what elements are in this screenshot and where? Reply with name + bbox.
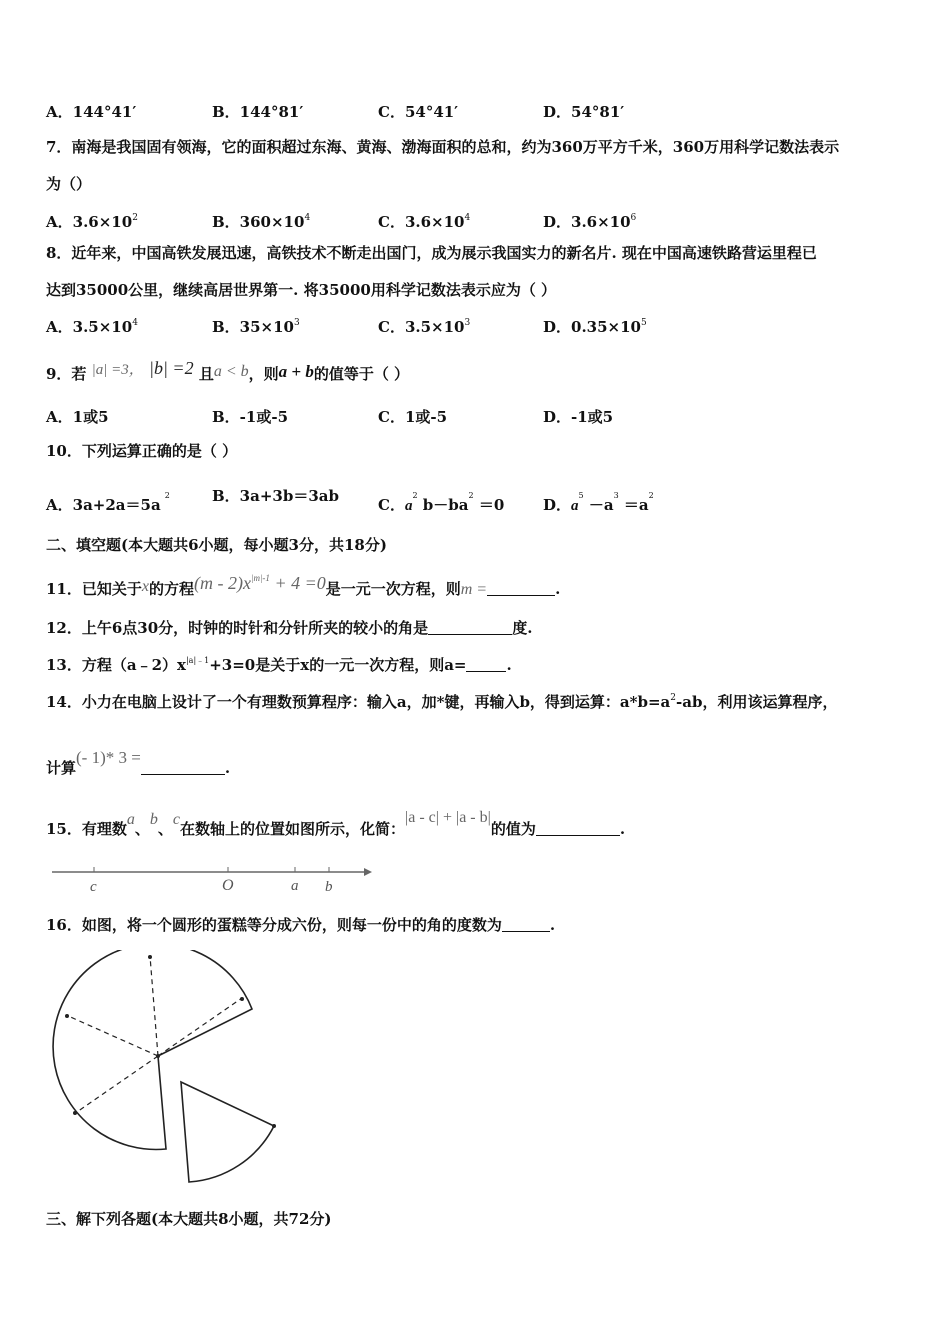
- rim-dot: [73, 1111, 77, 1115]
- q13-answer-blank[interactable]: [466, 657, 506, 672]
- q8-line2: 达到35000公里，继续高居世界第一. 将35000用科学记数法表示应为（ ）: [46, 281, 557, 299]
- q7-option-d: D．$3.6\times 10^6$: [543, 213, 637, 231]
- q6-option-a: A．144°41′: [46, 103, 137, 121]
- rim-dot: [272, 1124, 276, 1128]
- q14-line2: 计算(- 1)* 3 =.: [46, 748, 231, 777]
- q9-expr-sum: a + b: [278, 362, 314, 381]
- q15-stem: 15．有理数a、b、c在数轴上的位置如图所示，化简：|a - c| + |a - b|的值为 .: [46, 809, 626, 838]
- q8-line1: 8．近年来，中国高铁发展迅速，高铁技术不断走出国门，成为展示我国实力的新名片. 现在中国高速铁路营运里程已: [46, 244, 817, 262]
- center-dot: [156, 1054, 160, 1058]
- q8-option-d: D．$0.35\times 10^5$: [543, 318, 647, 336]
- q9-option-a: A．1或5: [46, 408, 109, 426]
- q12-answer-blank[interactable]: [428, 620, 512, 635]
- q11-answer-blank[interactable]: [487, 581, 555, 596]
- q14-answer-blank[interactable]: [141, 760, 225, 775]
- q9-expr-ineq: a < b: [213, 363, 249, 380]
- q10-stem: 10．下列运算正确的是（ ）: [46, 442, 238, 460]
- q7-line2: 为（）: [46, 175, 92, 193]
- q13-stem: 13．方程$(a﹣2)x^{|a|﹣1}+3=0$是关于x的一元一次方程，则a= .: [46, 656, 512, 674]
- q7-option-b: B．$360\times 10^4$: [212, 213, 311, 231]
- q15-answer-blank[interactable]: [536, 821, 620, 836]
- cut-line-2: [66, 1015, 158, 1056]
- q9-option-b: B．-1或-5: [212, 408, 289, 426]
- cut-line-4: [158, 998, 242, 1056]
- q6-option-d: D．54°81′: [543, 103, 625, 121]
- q11-stem: 11．已知关于x的方程$(m - 2)x^{|m|-1} + 4 =0$是一元一次方程，则m = .: [46, 573, 561, 598]
- number-line-arrow-icon: [364, 868, 372, 876]
- q12-stem: 12．上午6点30分，时钟的时针和分针所夹的较小的角是 度.: [46, 619, 533, 637]
- q16-stem: 16．如图，将一个圆形的蛋糕等分成六份，则每一份中的角的度数为 .: [46, 916, 556, 934]
- cut-line-3: [74, 1056, 158, 1114]
- q9-expr-a: |a| =3，: [91, 362, 144, 378]
- q8-option-a: A．$3.5\times 10^4$: [46, 318, 138, 336]
- q9-stem: 9．若 |a| =3， |b| =2 且a < b，则a + b的值等于（ ）: [46, 358, 410, 383]
- cake-figure: [50, 950, 290, 1190]
- q7-option-c: C．$3.6\times 10^4$: [378, 213, 471, 231]
- q14-line1: 14．小力在电脑上设计了一个有理数预算程序：输入a，加*键，再输入b，得到运算：$a*b=a^2-ab$，利用该运算程序，: [46, 693, 838, 711]
- label-b: b: [325, 879, 333, 895]
- q9-option-d: D．-1或5: [543, 408, 614, 426]
- q10-option-c: C．$a^2$ $b-ba^2 =0$: [378, 491, 505, 514]
- rim-dot: [65, 1014, 69, 1018]
- q7-line1: 7．南海是我国固有领海，它的面积超过东海、黄海、渤海面积的总和，约为360万平方千米，360万用科学记数法表示: [46, 138, 840, 156]
- q14-expression: (- 1)* 3 =: [76, 748, 141, 767]
- section-3-heading: 三、解下列各题(本大题共8小题，共72分): [46, 1210, 332, 1228]
- q8-option-b: B．$35\times 10^3$: [212, 318, 300, 336]
- q16-answer-blank[interactable]: [502, 917, 550, 932]
- q11-equation: $(m - 2)x^{|m|-1} + 4 =0$: [194, 573, 326, 593]
- cake-remaining-outline: [53, 950, 252, 1149]
- label-o: O: [222, 877, 234, 894]
- number-line-figure: [46, 858, 376, 898]
- q9-option-c: C．1或-5: [378, 408, 448, 426]
- q9-expr-b: |b| =2: [149, 358, 194, 378]
- q6-option-b: B．144°81′: [212, 103, 304, 121]
- section-2-heading: 二、填空题(本大题共6小题，每小题3分，共18分): [46, 536, 387, 554]
- q15-expression: |a - c| + |a - b|: [405, 809, 491, 826]
- q7-option-a: A．$3.6\times 10^2$: [46, 213, 138, 231]
- q10-option-b: B．3a+3b＝3ab: [212, 487, 339, 505]
- q10-option-a: A．$3a+2a=5a^2$: [46, 491, 170, 514]
- cut-line-1: [150, 956, 158, 1056]
- label-c: c: [90, 879, 97, 895]
- q8-option-c: C．$3.5\times 10^3$: [378, 318, 471, 336]
- rim-dot: [240, 997, 244, 1001]
- cake-separated-slice: [181, 1082, 274, 1182]
- label-a: a: [291, 878, 299, 894]
- q10-option-d: D．$a^5 -a^3 =a^2$: [543, 491, 654, 514]
- q6-option-c: C．54°41′: [378, 103, 459, 121]
- rim-dot: [148, 955, 152, 959]
